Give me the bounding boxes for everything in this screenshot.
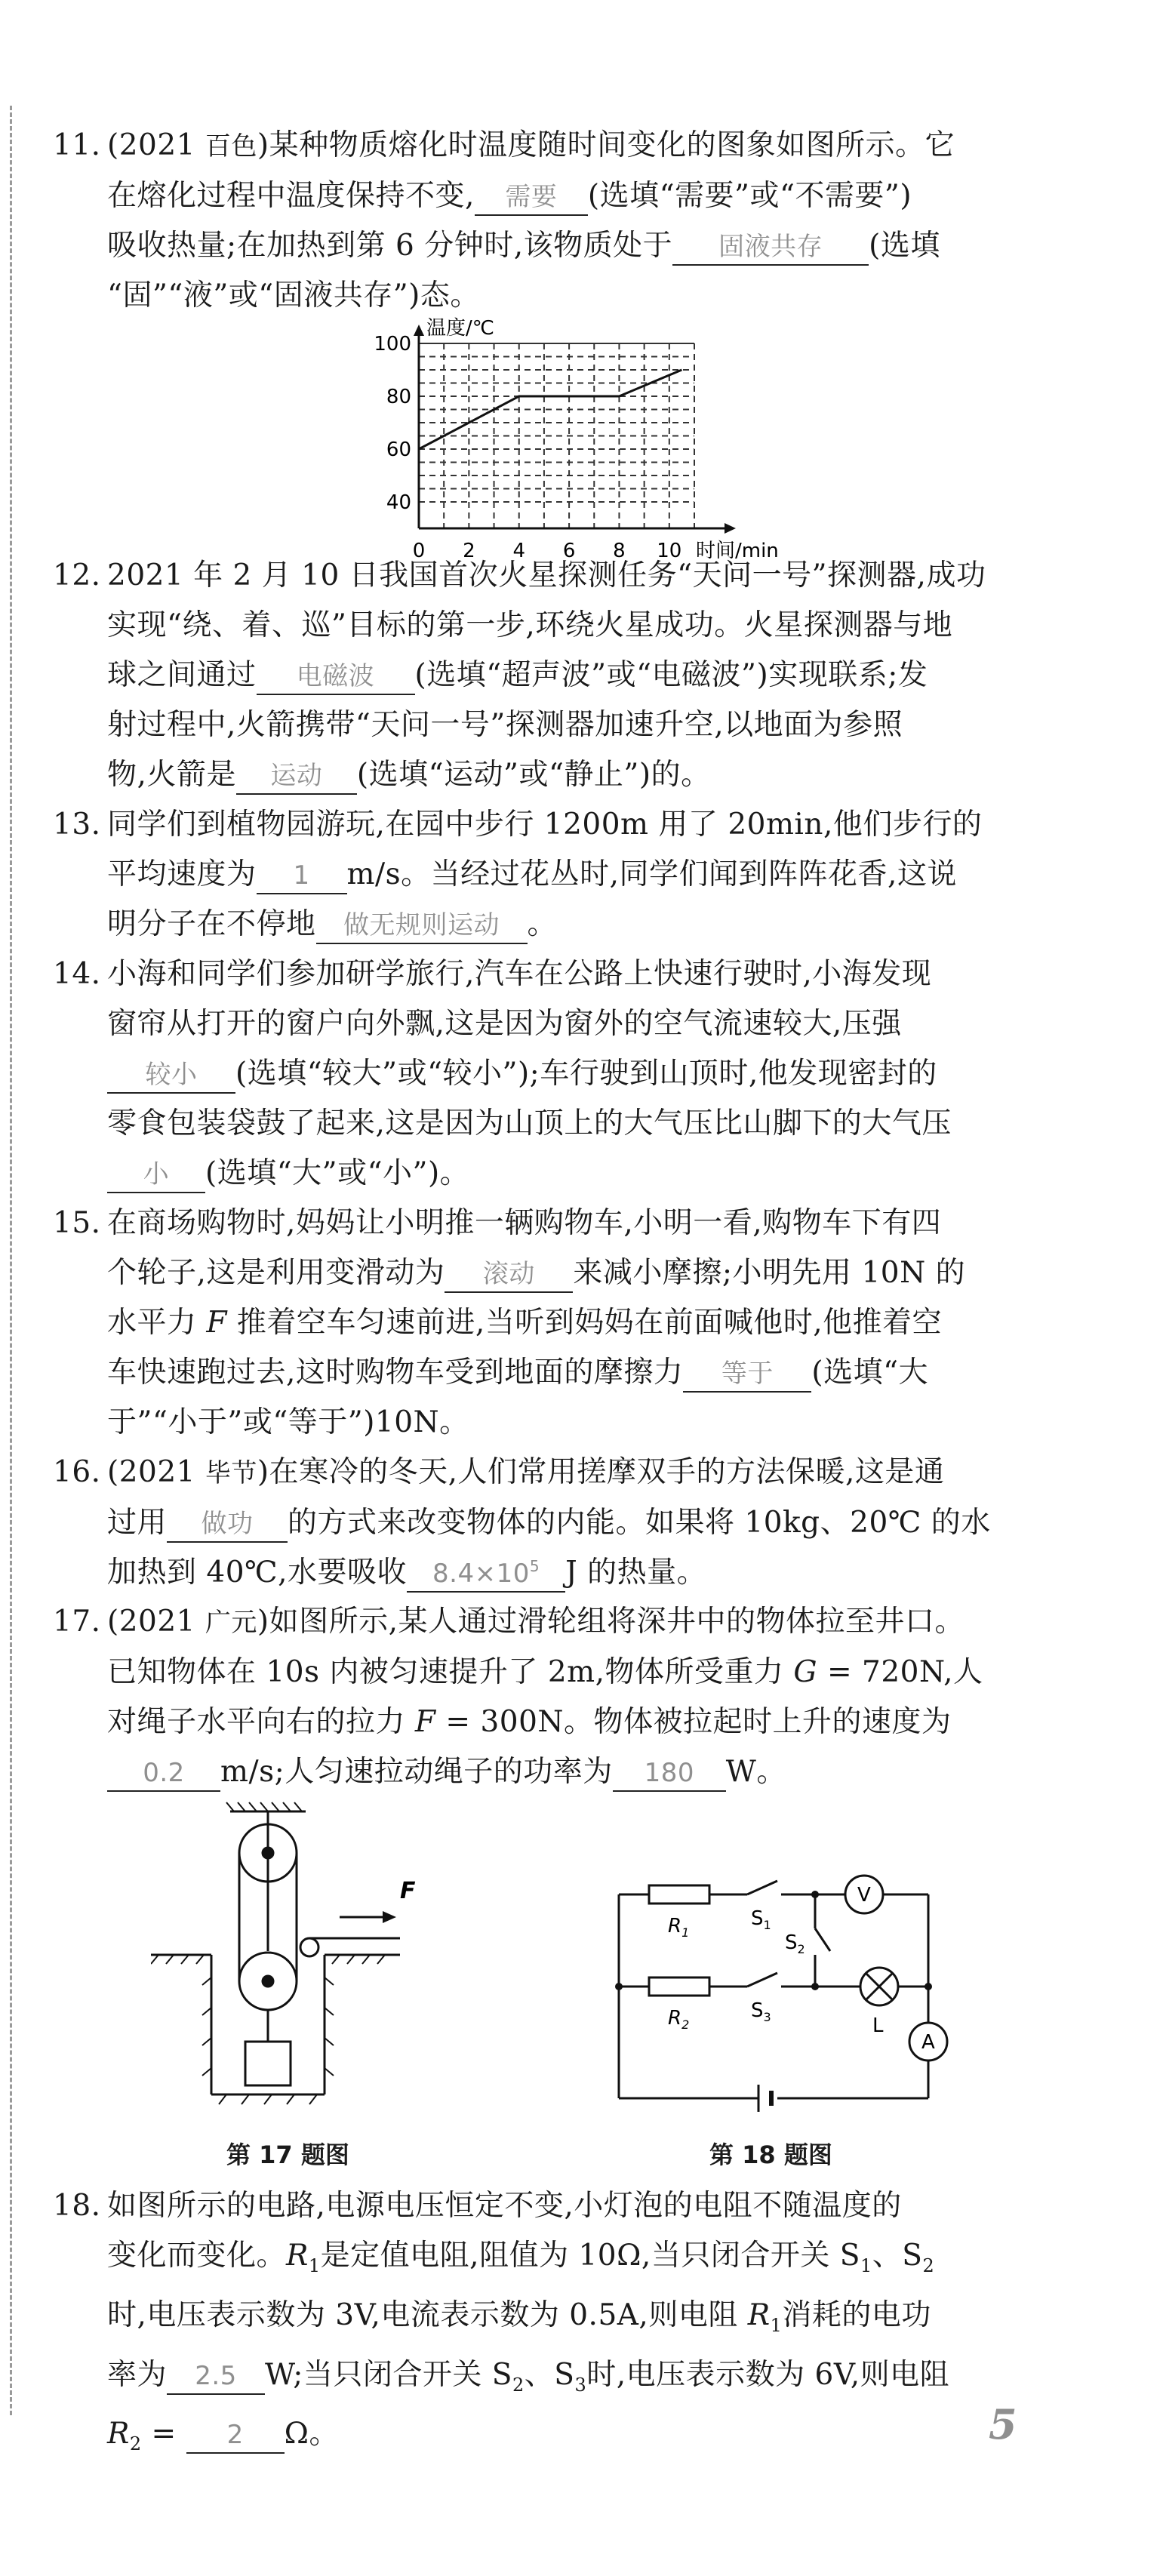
question-18 [53, 2181, 1057, 2469]
answer-text: 1 [293, 860, 310, 891]
answer-text: 较小 [145, 1060, 198, 1090]
variable: R [107, 2417, 130, 2451]
answer-text: 8.4×10 [432, 1559, 530, 1589]
text: 。 [527, 907, 558, 941]
text: 吸收热量;在加热到第 6 分钟时,该物质处于 [107, 229, 673, 263]
text: W;当只闭合开关 S [265, 2357, 512, 2392]
text: 球之间通过 [107, 658, 257, 692]
y-axis-arrow [414, 325, 424, 336]
answer-blank [107, 1755, 220, 1792]
page-number: 5 [989, 2400, 1017, 2448]
text: (选填“大”或“小”)。 [205, 1156, 470, 1190]
text: 明分子在不停地 [107, 907, 316, 941]
text: 推着空车匀速前进,当听到妈妈在前面喊他时,他推着空 [226, 1306, 943, 1340]
answer-text: 固液共存 [718, 232, 823, 262]
answer-blank [683, 1356, 811, 1393]
text: Ω。 [284, 2417, 339, 2451]
text: m/s;人匀速拉动绳子的功率为 [220, 1755, 613, 1789]
text: 是定值电阻,阻值为 10Ω,当只闭合开关 S [320, 2239, 860, 2273]
x-tick-label: 0 [412, 540, 426, 559]
text: 已知物体在 10s 内被匀速提升了 2m,物体所受重力 [107, 1655, 794, 1689]
question-number: 15. [53, 1206, 101, 1240]
figure-17-caption: 第 17 题图 [226, 2141, 349, 2169]
answer-blank [236, 758, 357, 795]
text: (选填“需要”或“不需要”) [587, 179, 912, 213]
text: 物,火箭是 [107, 758, 236, 792]
answer-blank [316, 907, 528, 944]
text: 过用 [107, 1506, 168, 1540]
answer-blank [672, 229, 869, 266]
text: = [141, 2417, 186, 2451]
circuit-figure [596, 1864, 989, 2121]
text: W。 [725, 1755, 786, 1789]
variable: F [414, 1705, 436, 1739]
source-tag: 广元 [205, 1608, 257, 1638]
answer-text: 2 [226, 2420, 244, 2451]
variable: R [286, 2239, 309, 2273]
text: (选填“较大”或“较小”);车行驶到山顶时,他发现密封的 [235, 1057, 937, 1091]
x-tick-label: 4 [512, 540, 526, 559]
text: 来减小摩擦;小明先用 10N 的 [573, 1256, 966, 1290]
question-17 [53, 1597, 1057, 1797]
source-tag: 百色 [205, 131, 257, 162]
answer-text: 需要 [505, 182, 558, 212]
text: 率为 [107, 2357, 168, 2392]
text: 加热到 40℃,水要吸收 [107, 1556, 408, 1590]
force-label: F [400, 1878, 416, 1904]
text: (选填“超声波”或“电磁波”)实现联系;发 [414, 658, 928, 692]
answer-text: 滚动 [482, 1259, 535, 1289]
answer-blank [167, 1506, 288, 1543]
answer-exponent: 5 [529, 1557, 540, 1575]
ammeter-label: A [921, 2031, 935, 2054]
y-tick-label: 40 [386, 491, 411, 514]
text: (选填 [869, 229, 940, 263]
text: 于”“小于”或“等于”)10N。 [107, 1405, 469, 1439]
answer-blank [475, 179, 588, 216]
variable: R [747, 2297, 771, 2332]
text: (2021 [107, 128, 205, 162]
answer-blank [257, 857, 347, 894]
text: 如图所示的电路,电源电压恒定不变,小灯泡的电阻不随温度的 [107, 2189, 902, 2223]
text: J 的热量。 [565, 1556, 707, 1590]
s1-label: $S_1$ [751, 1907, 771, 1932]
answer-blank [167, 2358, 265, 2395]
s3-label: $S_3$ [751, 1999, 771, 2024]
answer-text: 2.5 [195, 2360, 237, 2391]
answer-blank [407, 1549, 565, 1593]
text: 窗帘从打开的窗户向外飘,这是因为窗外的空气流速较大,压强 [107, 1007, 902, 1041]
x-tick-label: 10 [657, 540, 682, 559]
text: 在商场购物时,妈妈让小明推一辆购物车,小明一看,购物车下有四 [107, 1206, 942, 1240]
s2-label: $S_2$ [785, 1931, 805, 1956]
text: = 720N,人 [817, 1655, 983, 1689]
y-tick-label: 60 [386, 439, 411, 461]
text: 水平力 [107, 1306, 207, 1340]
source-tag: 毕节 [205, 1458, 257, 1488]
chart-ticks [374, 333, 681, 559]
text: 2021 年 2 月 10 日我国首次火星探测任务“天问一号”探测器,成功 [107, 559, 986, 592]
question-16 [53, 1448, 1057, 1598]
text: 在熔化过程中温度保持不变, [107, 179, 475, 213]
answer-text: 做功 [201, 1509, 254, 1539]
text: 、S [872, 2239, 923, 2273]
answer-blank [445, 1256, 573, 1293]
text: “固”“液”或“固液共存”)态。 [107, 279, 480, 312]
question-number: 17. [53, 1605, 101, 1639]
variable: G [793, 1655, 818, 1689]
subscript: 1 [770, 2314, 783, 2336]
question-13 [53, 800, 1057, 949]
text: 对绳子水平向右的拉力 [107, 1705, 415, 1739]
text: 的方式来改变物体的内能。如果将 10kg、20℃ 的水 [288, 1506, 991, 1540]
text: 消耗的电功 [782, 2297, 931, 2332]
text: 变化而变化。 [107, 2239, 287, 2273]
subscript: 1 [860, 2254, 872, 2276]
text: (2021 [107, 1605, 205, 1639]
text: 实现“绕、着、巡”目标的第一步,环绕火星成功。火星探测器与地 [107, 608, 953, 642]
text: (选填“运动”或“静止”)的。 [356, 758, 711, 792]
pulley-well-figure [151, 1796, 468, 2128]
subscript: 2 [512, 2374, 525, 2396]
question-number: 14. [53, 957, 101, 991]
x-tick-label: 6 [562, 540, 576, 559]
text: 同学们到植物园游玩,在园中步行 1200m 用了 20min,他们步行的 [107, 808, 983, 842]
answer-text: 做无规则运动 [343, 910, 500, 940]
text: (选填“大 [811, 1356, 929, 1390]
text: 、S [524, 2357, 575, 2392]
binding-margin-line [10, 106, 12, 2415]
answer-blank [107, 1156, 205, 1193]
text: )如图所示,某人通过滑轮组将深井中的物体拉至井口。 [257, 1605, 964, 1639]
variable: F [206, 1306, 227, 1340]
text: 小海和同学们参加研学旅行,汽车在公路上快速行驶时,小海发现 [107, 957, 932, 991]
text: 时,电压表示数为 6V,则电阻 [586, 2357, 950, 2392]
r1-label: $R_1$ [668, 1915, 690, 1940]
r2-label: $R_2$ [668, 2007, 690, 2032]
voltmeter-label: V [857, 1884, 871, 1907]
chart-grid [419, 343, 694, 528]
answer-text: 180 [644, 1758, 694, 1788]
question-number: 11. [53, 128, 101, 162]
y-tick-label: 80 [386, 386, 411, 408]
question-15 [53, 1199, 1057, 1448]
text: (2021 [107, 1455, 205, 1489]
x-tick-label: 2 [463, 540, 475, 559]
question-14 [53, 949, 1057, 1199]
question-number: 18. [53, 2189, 101, 2223]
lamp-label: L [872, 2014, 884, 2037]
temperature-time-chart [362, 317, 815, 559]
text: )某种物质熔化时温度随时间变化的图象如图所示。它 [257, 128, 955, 162]
chart-ylabel: 温度/℃ [426, 317, 494, 340]
text: 时,电压表示数为 3V,电流表示数为 0.5A,则电阻 [107, 2297, 748, 2332]
subscript: 1 [308, 2254, 321, 2276]
text: 平均速度为 [107, 857, 257, 891]
answer-text: 小 [143, 1159, 170, 1190]
subscript: 2 [129, 2433, 142, 2455]
text: m/s。当经过花丛时,同学们闻到阵阵花香,这说 [346, 857, 957, 891]
text: 射过程中,火箭携带“天问一号”探测器加速升空,以地面为参照 [107, 708, 903, 742]
text: )在寒冷的冬天,人们常用搓摩双手的方法保暖,这是通 [257, 1455, 945, 1489]
question-12 [53, 551, 1057, 800]
answer-blank [107, 1057, 235, 1094]
subscript: 2 [922, 2254, 935, 2276]
question-number: 13. [53, 808, 101, 842]
question-11 [53, 121, 1057, 321]
figure-18-caption: 第 18 题图 [709, 2141, 832, 2169]
text: 零食包装袋鼓了起来,这是因为山顶上的大气压比山脚下的大气压 [107, 1106, 952, 1140]
chart-xlabel: 时间/min [696, 540, 779, 559]
answer-text: 0.2 [143, 1758, 185, 1788]
question-number: 16. [53, 1455, 101, 1489]
x-axis-arrow [725, 523, 736, 534]
answer-blank [186, 2417, 285, 2454]
text: = 300N。物体被拉起时上升的速度为 [435, 1705, 952, 1739]
text: 车快速跑过去,这时购物车受到地面的摩擦力 [107, 1356, 684, 1390]
answer-text: 等于 [721, 1359, 774, 1389]
text: 个轮子,这是利用变滑动为 [107, 1256, 445, 1290]
x-tick-label: 8 [613, 540, 626, 559]
y-tick-label: 100 [374, 333, 411, 355]
subscript: 3 [574, 2374, 587, 2396]
answer-blank [613, 1755, 726, 1792]
answer-text: 电磁波 [296, 661, 375, 691]
answer-blank [257, 658, 415, 695]
answer-text: 运动 [270, 761, 323, 791]
question-number: 12. [53, 559, 101, 592]
